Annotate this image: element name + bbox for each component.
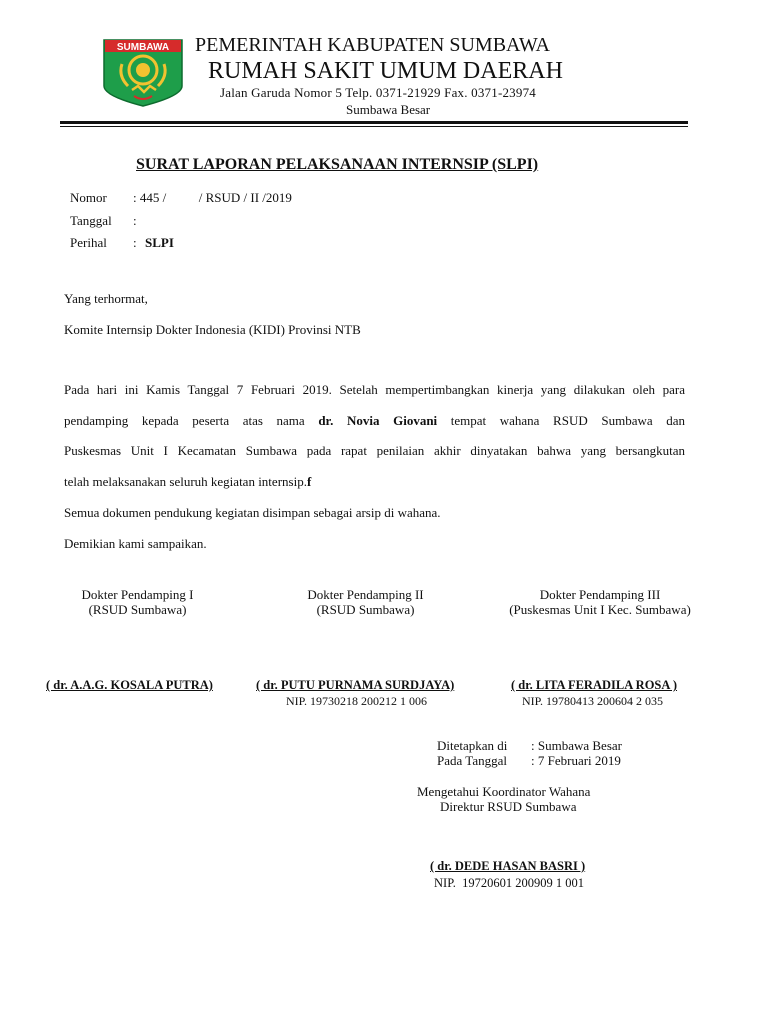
ditetapkan-label: Ditetapkan di (437, 738, 508, 753)
paragraph-line-6: Demikian kami sampaikan. (64, 536, 207, 551)
signatory-2-name: ( dr. PUTU PURNAMA SURDJAYA) (256, 678, 455, 692)
perihal-label: Perihal (70, 235, 107, 250)
pada-tanggal-value: : 7 Februari 2019 (531, 753, 621, 768)
pada-tanggal-label: Pada Tanggal (437, 753, 507, 768)
paragraph-line-2-post: tempat wahana RSUD Sumbawa dan (437, 413, 686, 428)
paragraph-line-5: Semua dokumen pendukung kegiatan disimpan sebagai arsip di wahana. (64, 505, 441, 520)
header-divider-thin (60, 126, 688, 127)
recipient: Komite Internsip Dokter Indonesia (KIDI) Provinsi NTB (64, 322, 361, 337)
participant-name: dr. Novia Giovani (318, 413, 438, 428)
ditetapkan-value: : Sumbawa Besar (531, 738, 622, 753)
paragraph-line-4 (64, 474, 311, 490)
paragraph-line-4-bold: f (306, 474, 312, 489)
paragraph-line-2 (64, 413, 685, 429)
signatory-1-role: Dokter Pendamping I (81, 587, 194, 602)
direktur-title: Direktur RSUD Sumbawa (440, 799, 577, 814)
sumbawa-logo (102, 36, 184, 108)
signatory-2-nip: NIP. 19730218 200212 1 006 (286, 694, 428, 708)
logo-text: SUMBAWA (116, 42, 170, 53)
signatory-3-role: Dokter Pendamping III (539, 587, 661, 602)
paragraph-line-1: Pada hari ini Kamis Tanggal 7 Februari 2019. Setelah mempertimbangkan kinerja yang dilakukan oleh para (64, 382, 685, 397)
signatory-3-place: (Puskesmas Unit I Kec. Sumbawa) (509, 602, 691, 617)
perihal-value: SLPI (145, 235, 174, 250)
signatory-2-place: (RSUD Sumbawa) (316, 602, 415, 617)
tanggal-label: Tanggal (70, 213, 112, 228)
salutation: Yang terhormat, (64, 291, 148, 306)
document-title: SURAT LAPORAN PELAKSANAAN INTERNSIP (SLPI) (136, 156, 539, 173)
header-government: PEMERINTAH KABUPATEN SUMBAWA (195, 34, 550, 56)
tanggal-value: : (133, 213, 137, 228)
signatory-1-place: (RSUD Sumbawa) (88, 602, 187, 617)
signatory-1-name: ( dr. A.A.G. KOSALA PUTRA) (46, 678, 213, 692)
paragraph-line-2-pre: pendamping kepada peserta atas nama (64, 413, 319, 428)
signatory-2-role: Dokter Pendamping II (307, 587, 424, 602)
perihal-colon: : (133, 235, 137, 250)
header-city: Sumbawa Besar (346, 102, 431, 117)
paragraph-line-3: Puskesmas Unit I Kecamatan Sumbawa pada rapat penilaian akhir dinyatakan bahwa yang bersangkutan (64, 443, 685, 458)
header-hospital: RUMAH SAKIT UMUM DAERAH (208, 58, 563, 84)
mengetahui-text: Mengetahui Koordinator Wahana (417, 784, 591, 799)
director-nip: NIP. 19720601 200909 1 001 (434, 876, 585, 890)
paragraph-line-4-text: telah melaksanakan seluruh kegiatan internsip. (64, 474, 307, 489)
signatory-3-name: ( dr. LITA FERADILA ROSA ) (511, 678, 678, 692)
nomor-label: Nomor (70, 190, 107, 205)
director-name: ( dr. DEDE HASAN BASRI ) (430, 859, 586, 873)
nomor-value: : 445 / / RSUD / II /2019 (133, 190, 292, 205)
header-address: Jalan Garuda Nomor 5 Telp. 0371-21929 Fax. 0371-23974 (220, 85, 536, 100)
signatory-3-nip: NIP. 19780413 200604 2 035 (522, 694, 664, 708)
header-divider-thick (60, 121, 688, 124)
